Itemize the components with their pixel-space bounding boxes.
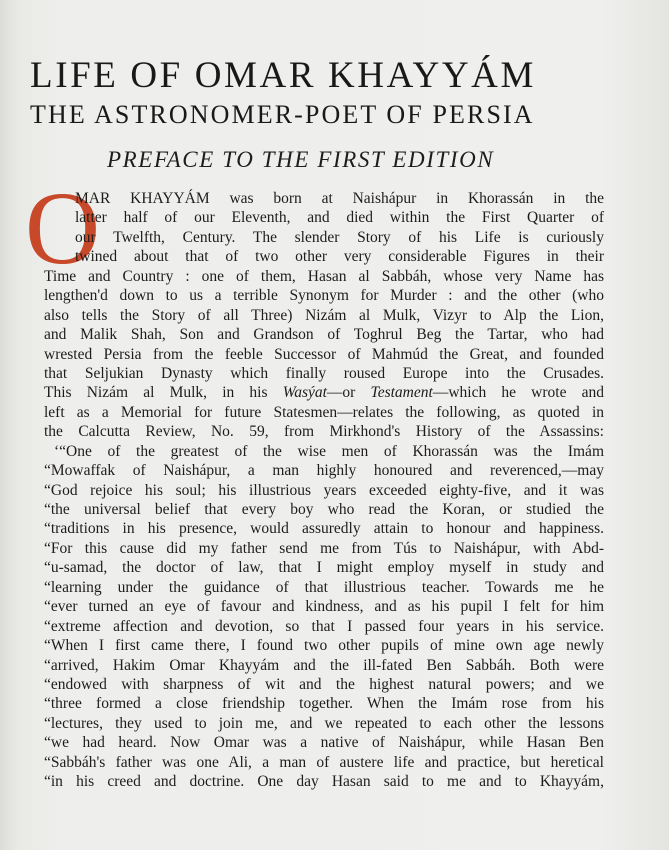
text-line: our Twelfth, Century. The slender Story of his Life is curiously [75, 228, 604, 246]
quote-line: “we had heard. Now Omar was a native of Naishápur, while Hasan Ben [44, 734, 604, 752]
quote-line: “traditions in his presence, would assuredly attain to honour and happiness. [44, 520, 604, 538]
page-subtitle: THE ASTRONOMER-POET OF PERSIA [30, 100, 535, 129]
text-line: latter half of our Eleventh, and died within the First Quarter of [75, 209, 604, 227]
quote-line: “three formed a close friendship together. When the Imám rose from his [44, 695, 604, 713]
quote-line: “endowed with sharpness of wit and the highest natural powers; and we [44, 675, 604, 693]
quote-line: ‘“One of the greatest of the wise men of Khorassán was the Imám [54, 442, 604, 460]
text-line: twined about that of two other very considerable Figures in their [75, 248, 604, 266]
section-heading: PREFACE TO THE FIRST EDITION [107, 147, 495, 172]
drop-cap: O [25, 171, 99, 286]
text-line: MAR KHAYYÁM was born at Naishápur in Khorassán in the [75, 190, 604, 207]
quote-line: “u-samad, the doctor of law, that I might employ myself in study and [44, 559, 604, 577]
text-line: Time and Country : one of them, Hasan al Sabbáh, whose very Name has [44, 267, 604, 285]
text-line: left as a Memorial for future Statesmen—relates the following, as quoted in [44, 403, 604, 421]
page-title: LIFE OF OMAR KHAYYÁM [30, 55, 536, 96]
quote-line: “For this cause did my father send me from Tús to Naishápur, with Abd- [44, 539, 604, 557]
quote-line: “extreme affection and devotion, so that I passed four years in his service. [44, 617, 604, 635]
text-line: lengthen'd down to us a terrible Synonym for Murder : and the other (who [44, 287, 604, 305]
preface-body [44, 189, 604, 792]
text-line: that Seljukian Dynasty which finally roused Europe into the Crusades. [44, 364, 604, 382]
text-line: wrested Persia from the feeble Successor of Mahmúd the Great, and founded [44, 345, 604, 363]
quote-line: “When I first came there, I found two other pupils of mine own age newly [44, 637, 604, 655]
text-line: This Nizám al Mulk, in his Wasýat—or Testament—which he wrote and [44, 384, 605, 402]
text-line: the Calcutta Review, No. 59, from Mirkhond's History of the Assassins: [44, 423, 604, 441]
quote-line: “the universal belief that every boy who read the Koran, or studied the [44, 501, 604, 518]
quote-line: “lectures, they used to join me, and we repeated to each other the lessons [44, 714, 604, 732]
quote-line: “learning under the guidance of that illustrious teacher. Towards me he [44, 578, 604, 596]
quote-line: “God rejoice his soul; his illustrious years exceeded eighty-five, and it was [44, 481, 604, 499]
quote-line: “Mowaffak of Naishápur, a man highly honoured and reverenced,—may [44, 462, 604, 480]
text-line: and Malik Shah, Son and Grandson of Toghrul Beg the Tartar, who had [44, 326, 604, 344]
quote-line: “ever turned an eye of favour and kindness, and as his pupil I felt for him [44, 598, 604, 616]
quote-line: “arrived, Hakim Omar Khayyám and the ill-fated Ben Sabbáh. Both were [44, 656, 604, 674]
text-line: also tells the Story of all Three) Nizám al Mulk, Vizyr to Alp the Lion, [44, 306, 604, 324]
quote-line: “in his creed and doctrine. One day Hasan said to me and to Khayyám, [44, 773, 604, 791]
quote-line: “Sabbáh's father was one Ali, a man of austere life and practice, but heretical [44, 753, 604, 771]
